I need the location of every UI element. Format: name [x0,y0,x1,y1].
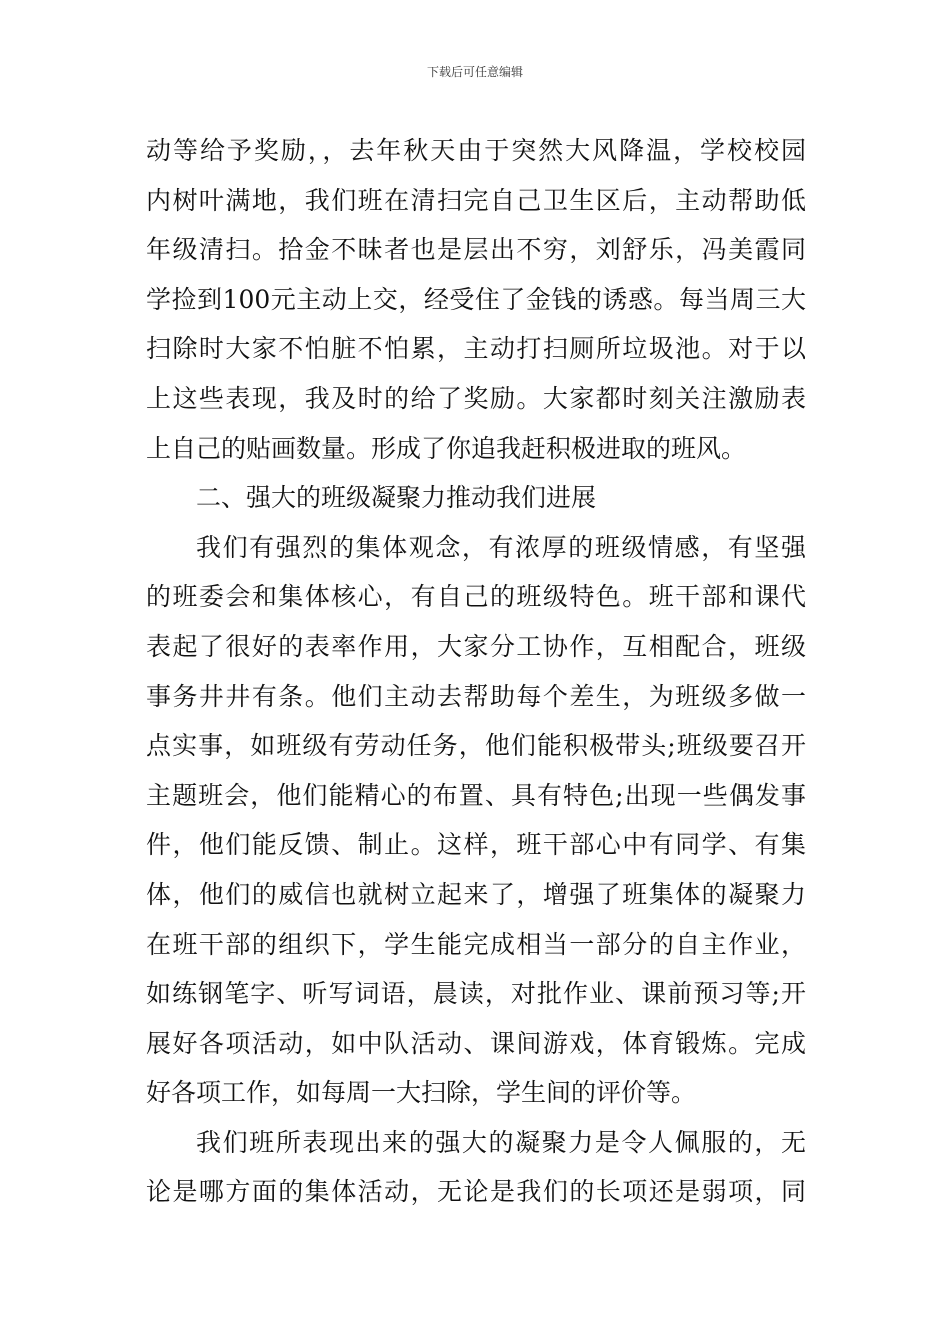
text-line: 学捡到100元主动上交，经受住了金钱的诱惑。每当周三大 [146,284,806,314]
text-line: 动等给予奖励，，去年秋天由于突然大风降温，学校校园 [146,136,806,165]
text-line: 主题班会，他们能精心的布置、具有特色;出现一些偶发事 [146,780,806,810]
text-line: 表起了很好的表率作用，大家分工协作，互相配合，班级 [146,631,806,661]
text-line: 事务井井有条。他们主动去帮助每个差生，为班级多做一 [146,681,806,711]
text-line: 件，他们能反馈、制止。这样，班干部心中有同学、有集 [146,830,806,860]
text-line: 展好各项活动，如中队活动、课间游戏，体育锻炼。完成 [146,1028,806,1058]
section-heading: 二、强大的班级凝聚力推动我们进展 [196,483,597,513]
text-line: 点实事，如班级有劳动任务，他们能积极带头;班级要召开 [146,731,806,761]
text-line: 上自己的贴画数量。形成了你追我赶积极进取的班风。 [146,433,747,463]
text-line: 如练钢笔字、听写词语，晨读，对批作业、课前预习等;开 [146,979,806,1009]
text-line: 我们有强烈的集体观念，有浓厚的班级情感，有坚强 [196,532,806,562]
page-header: 下载后可任意编辑 [426,65,523,79]
text-line: 内树叶满地，我们班在清扫完自己卫生区后，主动帮助低 [146,185,806,215]
text-line: 好各项工作，如每周一大扫除，学生间的评价等。 [146,1078,697,1108]
text-line: 年级清扫。拾金不昧者也是层出不穷，刘舒乐，冯美霞同 [146,235,806,265]
text-line: 我们班所表现出来的强大的凝聚力是令人佩服的，无 [196,1127,806,1157]
text-line: 论是哪方面的集体活动，无论是我们的长项还是弱项，同 [146,1177,806,1207]
text-line: 在班干部的组织下，学生能完成相当一部分的自主作业， [146,929,806,959]
body-text [146,126,806,1217]
text-line: 体，他们的威信也就树立起来了，增强了班集体的凝聚力 [146,879,806,909]
text-line: 上这些表现，我及时的给了奖励。大家都时刻关注激励表 [146,383,806,413]
text-line: 的班委会和集体核心，有自己的班级特色。班干部和课代 [146,582,806,612]
text-line: 扫除时大家不怕脏不怕累，主动打扫厕所垃圾池。对于以 [146,334,806,364]
